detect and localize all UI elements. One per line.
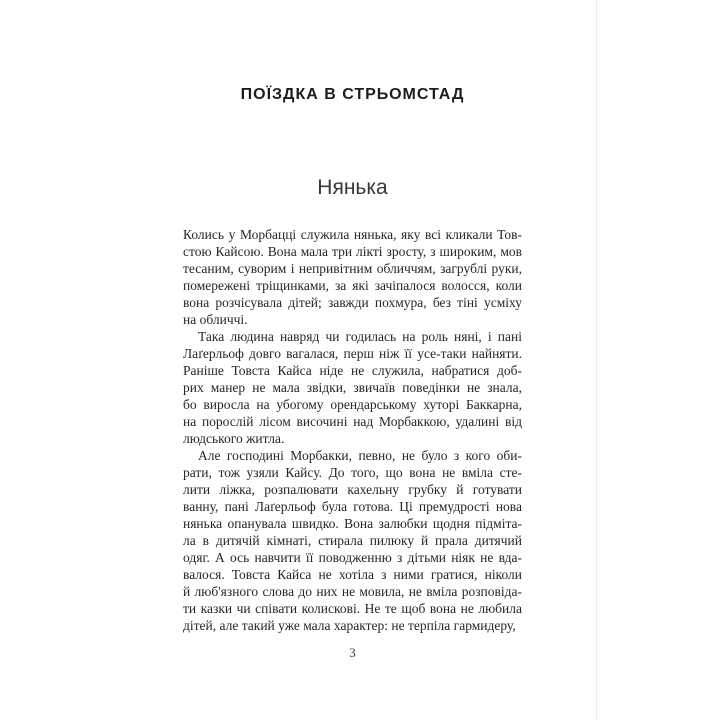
text-line: дітей, але такий уже мала характер: не терпіла гармидеру, [183, 618, 516, 633]
text-line: ти казки чи співати колискові. Не те щоб вона не любила [183, 601, 522, 616]
text-line: Лаґерльоф довго вагалася, перш ніж її усе-таки найняти. [183, 346, 522, 361]
text-line: на обличчі. [183, 312, 248, 327]
text-line: на порослій лісом височині над Морбаккою, удалині від [183, 414, 522, 429]
body-text [183, 226, 522, 634]
text-line: стою Кайсою. Вона мала три лікті зросту, з широким, мов [183, 244, 522, 259]
text-line: людського житла. [183, 431, 285, 446]
text-line: Раніше Товста Кайса ніде не служила, набратися доб- [183, 363, 522, 378]
text-line: тесаним, суворим і непривітним обличчям, загрублі руки, [183, 261, 522, 276]
text-line: рати, тож узяли Кайсу. До того, що вона не вміла сте- [183, 465, 522, 480]
text-line: одяг. А ось навчити її поводженню з дітьми ніяк не вда- [183, 550, 522, 565]
text-line: валося. Товста Кайса не хотіла з ними гратися, ніколи [183, 567, 522, 582]
running-head: ПОЇЗДКА В СТРЬОМСТАД [240, 86, 465, 103]
text-line: й люб'язного слова до них не мовила, не вміла розповіда- [183, 584, 522, 599]
text-line: бо виросла на убогому орендарському хуторі Баккарна, [183, 397, 522, 412]
text-line: помережені тріщинками, за які зачіпалося волосся, коли [183, 278, 522, 293]
text-line: Колись у Морбацці служила нянька, яку всі кликали Тов- [183, 227, 522, 242]
text-line: рих манер не мала звідки, звичаїв поведінки не знала, [183, 380, 522, 395]
text-line: лити ліжка, розпалювати кахельну грубку й готувати [183, 482, 522, 497]
text-line: Але господині Морбакки, певно, не було з кого оби- [198, 448, 522, 463]
text-line: нянька опанувала швидко. Вона залюбки щодня підміта- [183, 516, 522, 531]
text-line: Така людина навряд чи годилась на роль няні, і пані [198, 329, 522, 344]
page-edge-line [596, 0, 597, 720]
text-line: ла в дитячій кімнаті, стирала пилюку й прала дитячий [183, 533, 522, 548]
text-line: вона розчісувала дітей; завжди похмура, без тіні усміху [183, 295, 522, 310]
chapter-title: Нянька [317, 176, 388, 199]
text-line: ванну, пані Лаґерльоф була готова. Ці премудрості нова [183, 499, 522, 514]
page-number: 3 [349, 645, 356, 660]
